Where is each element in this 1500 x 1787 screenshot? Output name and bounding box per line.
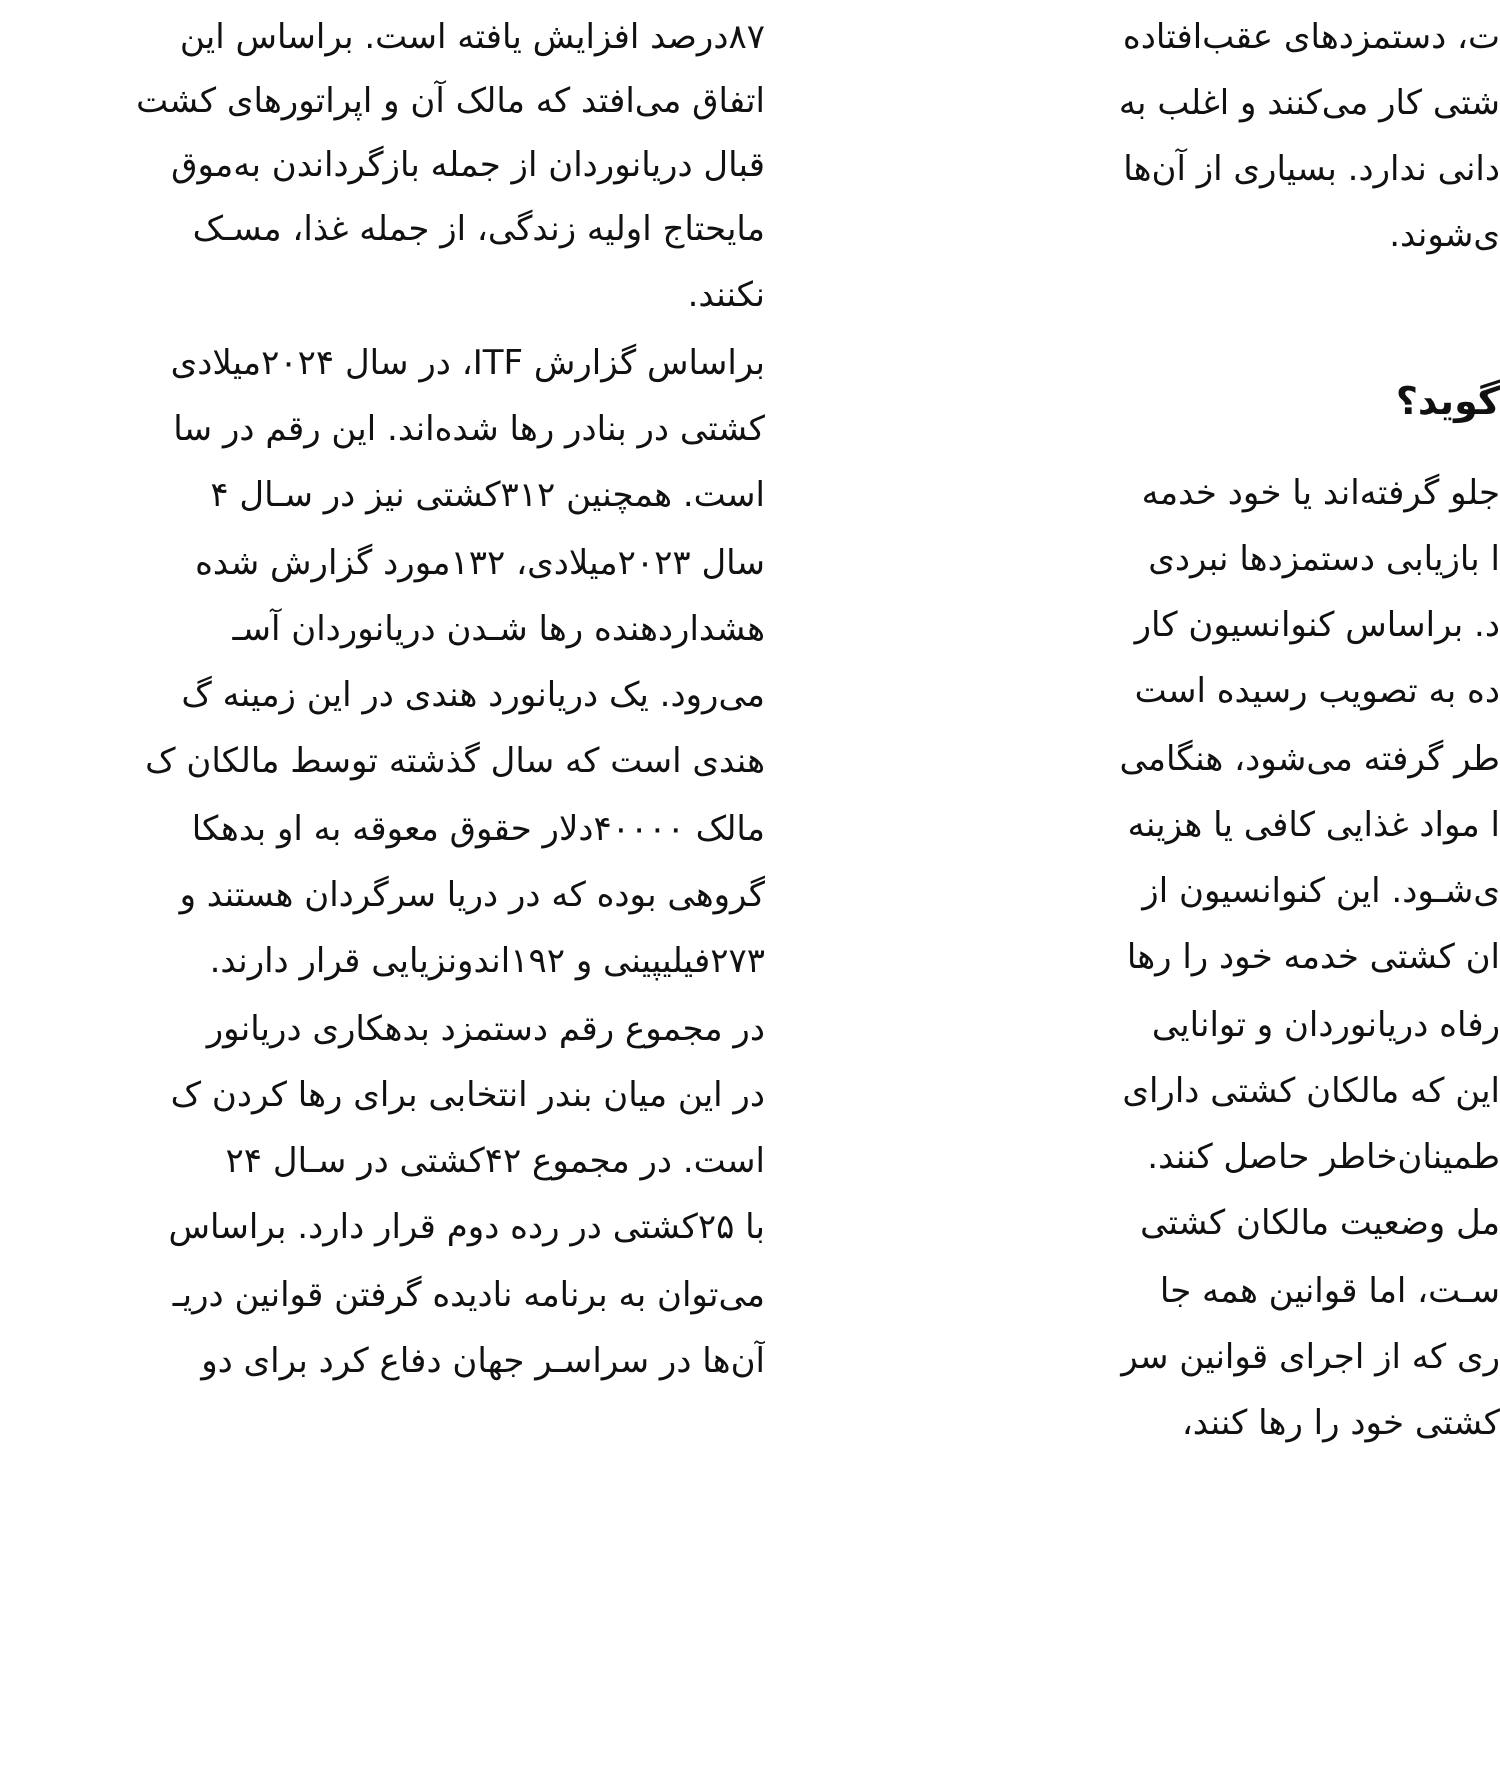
right-line-5 (848, 278, 1500, 324)
right-line-4: ی‌شوند. (1389, 215, 1500, 255)
right-line-2: شتی کار می‌کنند و اغلب به (1118, 83, 1500, 123)
left-line-7: کشتی در بنادر رها شده‌اند. این رقم در سا (173, 409, 765, 449)
right-line-14: ان کشتی خدمه خود را رها (1126, 937, 1500, 977)
right-line-11: طر گرفته می‌شود، هنگامی (1119, 739, 1500, 779)
left-line-1: ۸۷درصد افزایش یافته است. براساس این (179, 17, 765, 57)
left-line-10: هشداردهنده رها شـدن دریانوردان آسـ (232, 609, 765, 649)
left-line-12: هندی است که سال گذشته توسط مالکان ک (145, 741, 765, 781)
right-line-12: ا مواد غذایی کافی یا هزینه (1127, 805, 1500, 845)
right-line-15: رفاه دریانوردان و توانایی (1151, 1005, 1500, 1045)
left-line-2: اتفاق می‌افتد که مالک آن و اپراتورهای کشت (136, 81, 765, 121)
left-line-14: گروهی بوده که در دریا سرگردان هستند و (179, 875, 765, 915)
left-line-21: آن‌ها در سراسـر جهان دفاع کرد برای دو (201, 1341, 765, 1381)
left-line-17: در این میان بندر انتخابی برای رها کردن ک (170, 1075, 765, 1115)
right-line-1: ت، دستمزدهای عقب‌افتاده (1122, 17, 1500, 57)
right-line-7: جلو گرفته‌اند یا خود خدمه (1141, 473, 1500, 513)
right-line-3: دانی ندارد. بسیاری از آن‌ها (1123, 149, 1500, 189)
left-line-5: نکنند. (687, 275, 765, 315)
left-line-13: مالک ۴۰۰۰۰دلار حقوق معوقه به او بدهکا (191, 809, 765, 849)
left-line-8: است. همچنین ۳۱۲کشتی نیز در سـال ۴ (210, 475, 765, 515)
right-line-13: ی‌شـود. این کنوانسیون از (1142, 871, 1500, 911)
left-line-9: سال ۲۰۲۳میلادی، ۱۳۲مورد گزارش شده (195, 543, 765, 583)
left-line-4: مایحتاج اولیه زندگی، از جمله غذا، مسـک (192, 209, 765, 249)
right-line-16: این که مالکان کشتی دارای (1122, 1071, 1500, 1111)
right-line-10: ده به تصویب رسیده است (1134, 671, 1500, 711)
section-heading: گوید؟ (1395, 379, 1500, 423)
right-line-17: طمینان‌خاطر حاصل کنند. (1147, 1137, 1500, 1177)
right-line-9: د. براساس کنوانسیون کار (1134, 605, 1500, 645)
left-line-3: قبال دریانوردان از جمله بازگرداندن به‌موق (171, 145, 765, 185)
right-line-8: ا بازیابی دستمزدها نبردی (1148, 539, 1500, 579)
right-line-20: ری که از اجرای قوانین سر (1121, 1337, 1500, 1377)
left-line-11: می‌رود. یک دریانورد هندی در این زمینه گ (181, 675, 765, 715)
right-line-21: کشتی خود را رها کنند، (1181, 1403, 1500, 1443)
right-line-18: مل وضعیت مالکان کشتی (1140, 1203, 1500, 1243)
left-line-16: در مجموع رقم دستمزد بدهکاری دریانور (206, 1009, 765, 1049)
column-gutter (785, 0, 825, 1787)
left-line-18: است. در مجموع ۴۲کشتی در سـال ۲۴ (225, 1141, 765, 1181)
left-line-6: براساس گزارش ITF، در سال ۲۰۲۴میلادی (170, 343, 765, 383)
right-text-column (848, 0, 1500, 1787)
right-line-19: سـت، اما قوانین همه جا (1159, 1271, 1500, 1311)
left-line-15: ۲۷۳فیلیپینی و ۱۹۲اندونزیایی قرار دارند. (209, 941, 765, 981)
left-line-19: با ۲۵کشتی در رده دوم قرار دارد. براساس (168, 1207, 765, 1247)
left-line-20: می‌توان به برنامه نادیده گرفتن قوانین دریـ (172, 1275, 765, 1315)
